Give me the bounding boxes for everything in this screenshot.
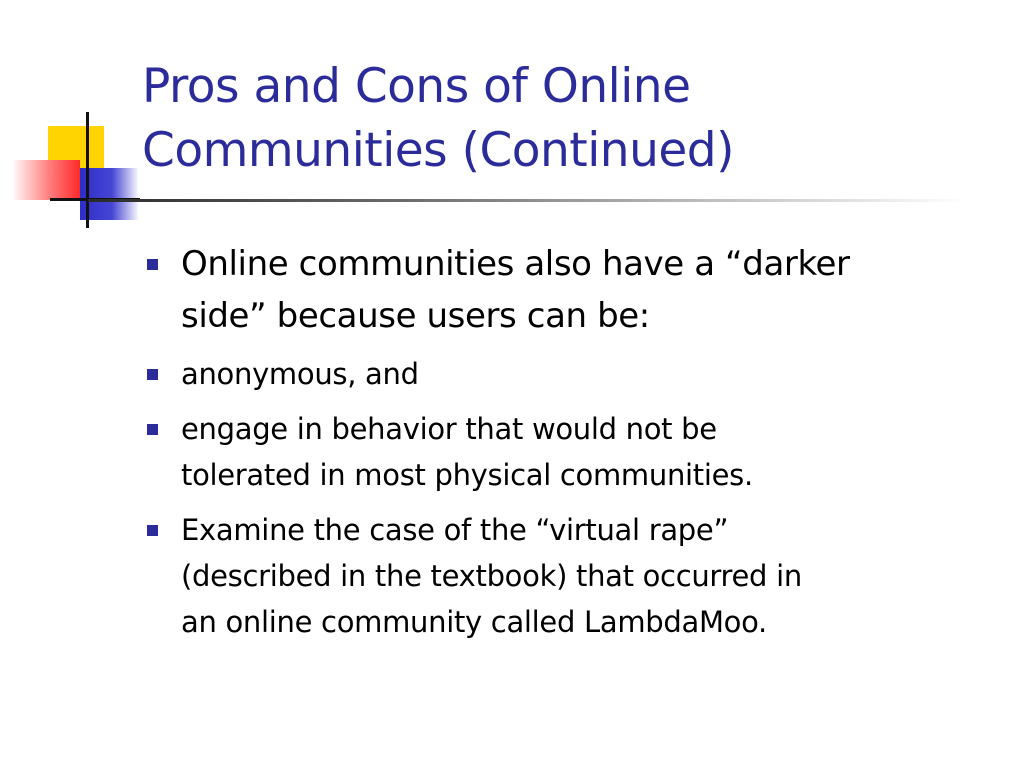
- bullet-item: [145, 406, 1005, 498]
- slide-title-line-2: Communities (Continued): [142, 123, 734, 178]
- bullet-item: [145, 507, 1005, 645]
- bullet-square-icon: [147, 424, 158, 435]
- bullet-text-line: an online community called LambdaMoo.: [181, 605, 767, 639]
- bullet-item: [145, 351, 1005, 397]
- bullet-square-icon: [147, 259, 158, 270]
- bullet-text-line: (described in the textbook) that occurred in: [181, 559, 802, 593]
- bullet-item: [145, 238, 1005, 342]
- slide-title: [142, 55, 1002, 183]
- bullet-text-line: Examine the case of the “virtual rape”: [181, 513, 729, 547]
- bullet-text-line: tolerated in most physical communities.: [181, 458, 753, 492]
- bullet-text-line: Online communities also have a “darker: [181, 244, 850, 284]
- vertical-line-decoration: [86, 112, 89, 228]
- bullet-square-icon: [147, 369, 158, 380]
- bullet-list: [145, 238, 1005, 645]
- bullet-square-icon: [147, 525, 158, 536]
- bullet-text-line: engage in behavior that would not be: [181, 412, 717, 446]
- slide-title-line-1: Pros and Cons of Online: [142, 59, 691, 114]
- red-bar-decoration: [14, 160, 80, 200]
- bullet-text-line: anonymous, and: [181, 357, 419, 391]
- title-divider: [88, 199, 968, 202]
- corner-decoration: [0, 0, 150, 240]
- bullet-text-line: side” because users can be:: [181, 296, 650, 336]
